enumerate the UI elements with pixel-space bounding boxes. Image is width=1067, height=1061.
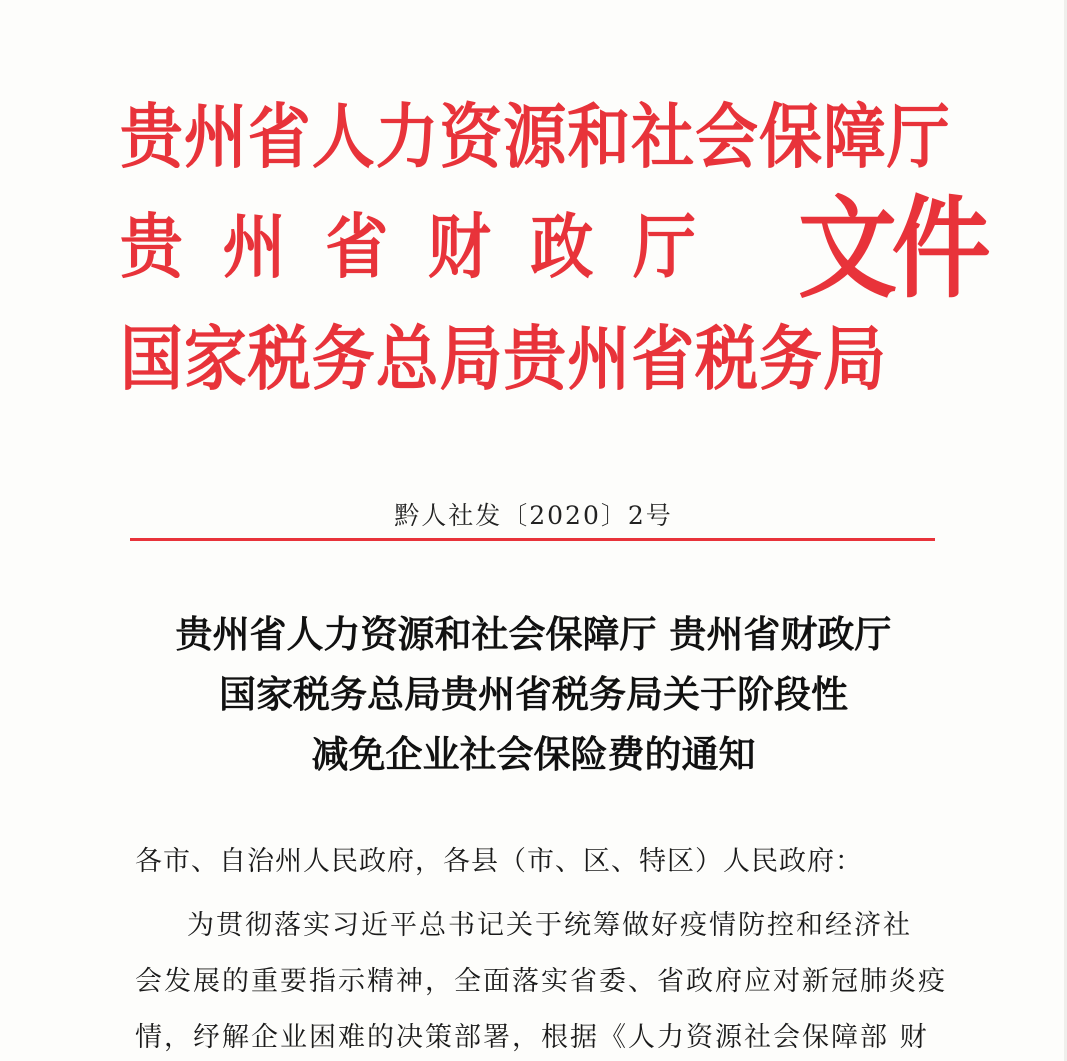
salutation: 各市、自治州人民政府，各县（市、区、特区）人民政府：	[135, 846, 863, 877]
paragraph-line-2: 会发展的重要指示精神，全面落实省委、省政府应对新冠肺炎疫	[135, 966, 947, 997]
title-line-1: 贵州省人力资源和社会保障厅 贵州省财政厅	[175, 612, 892, 656]
issuer-line-2: 贵州省财政厅	[120, 206, 736, 288]
masthead-document-word: 文件	[798, 185, 986, 313]
issuer-line-1: 贵州省人力资源和社会保障厅	[120, 96, 951, 178]
document-masthead	[120, 92, 986, 422]
document-number: 黔人社发〔2020〕2号	[394, 501, 673, 530]
paragraph-line-1: 为贯彻落实习近平总书记关于统筹做好疫情防控和经济社	[187, 910, 912, 941]
body-paragraph	[135, 898, 947, 1061]
title-line-3: 减免企业社会保险费的通知	[311, 732, 756, 776]
paragraph-line-3: 情，纾解企业困难的决策部署，根据《人力资源社会保障部 财	[135, 1022, 929, 1053]
document-title	[0, 604, 1067, 784]
issuer-line-3: 国家税务总局贵州省税务局	[120, 318, 887, 400]
title-line-2: 国家税务总局贵州省税务局关于阶段性	[219, 672, 848, 716]
red-separator-line	[130, 538, 935, 541]
